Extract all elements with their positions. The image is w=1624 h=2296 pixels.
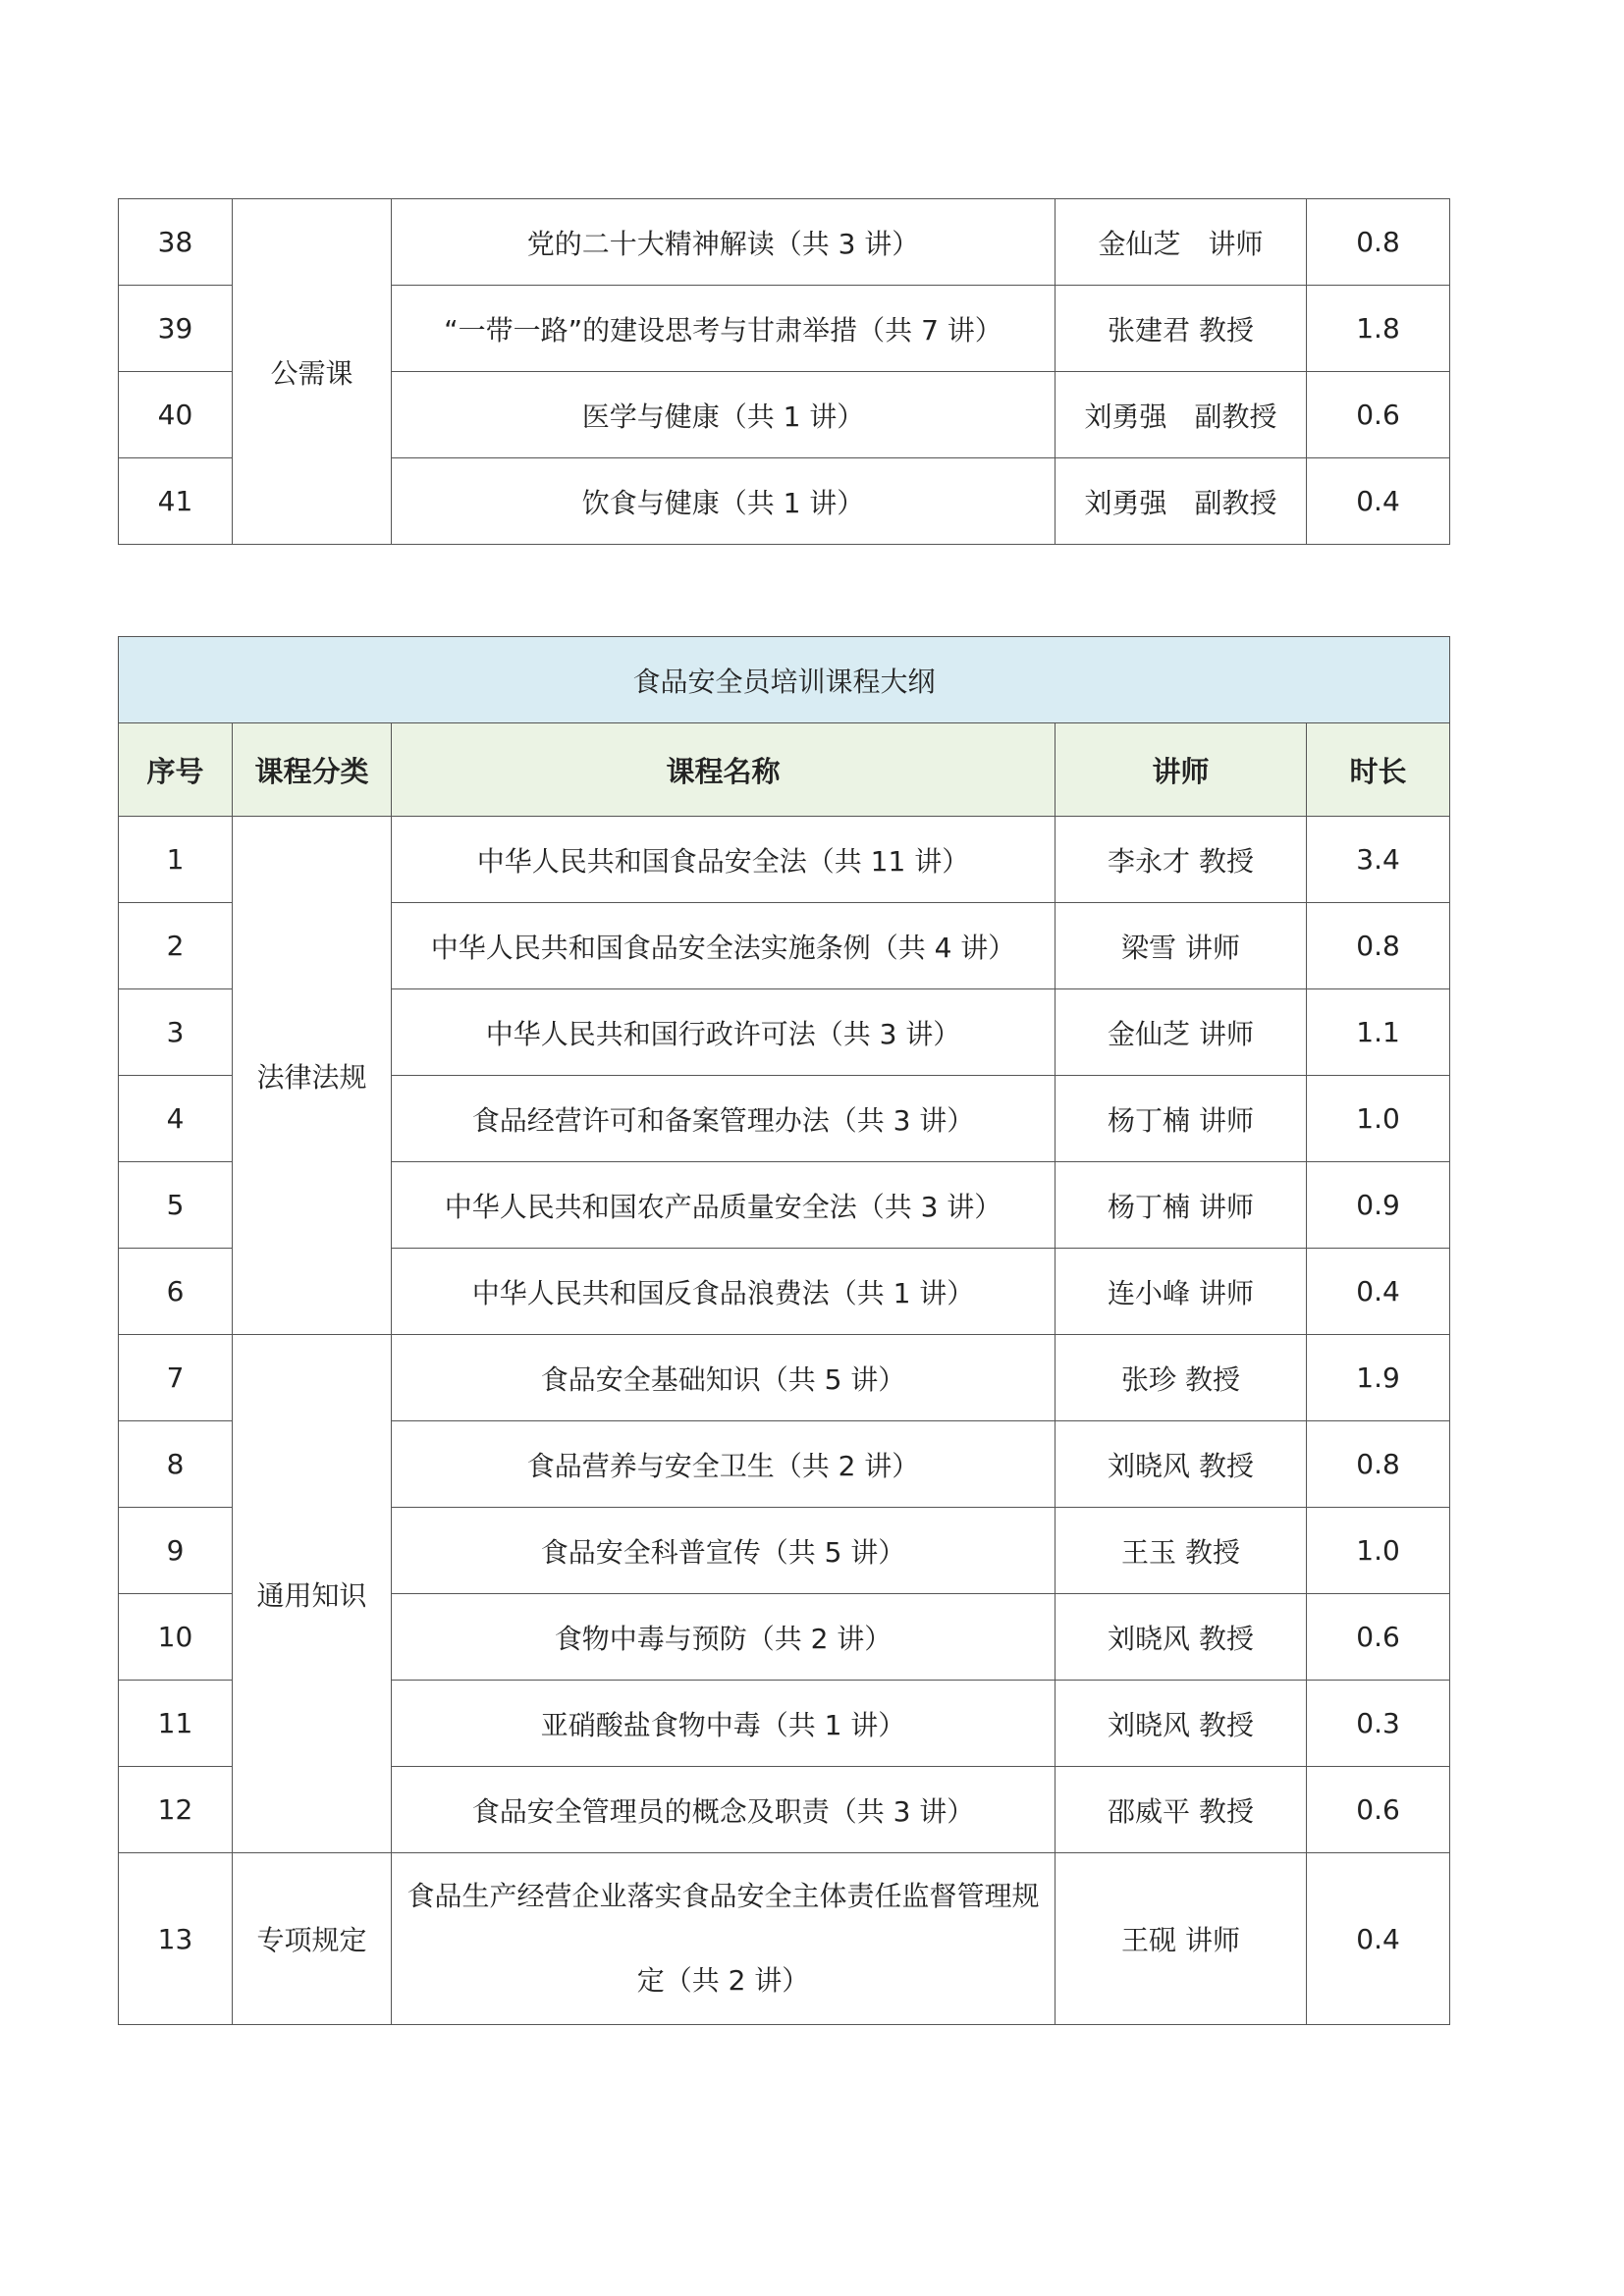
header-number: 序号	[119, 723, 233, 817]
course-name: 食物中毒与预防（共 2 讲）	[392, 1594, 1056, 1681]
table-row	[119, 1853, 1450, 2025]
course-name: 中华人民共和国行政许可法（共 3 讲）	[392, 989, 1056, 1076]
teacher: 梁雪 讲师	[1056, 903, 1307, 989]
teacher: 刘勇强 副教授	[1056, 372, 1307, 458]
duration: 1.8	[1307, 286, 1450, 372]
duration: 0.8	[1307, 1421, 1450, 1508]
course-name: 食品营养与安全卫生（共 2 讲）	[392, 1421, 1056, 1508]
teacher: 连小峰 讲师	[1056, 1249, 1307, 1335]
row-number: 7	[119, 1335, 233, 1421]
header-course-name: 课程名称	[392, 723, 1056, 817]
row-number: 13	[119, 1853, 233, 2025]
teacher: 金仙芝 讲师	[1056, 199, 1307, 286]
row-number: 1	[119, 817, 233, 903]
course-name: 党的二十大精神解读（共 3 讲）	[392, 199, 1056, 286]
table-row	[119, 817, 1450, 903]
teacher: 张珍 教授	[1056, 1335, 1307, 1421]
duration: 0.4	[1307, 1853, 1450, 2025]
row-number: 9	[119, 1508, 233, 1594]
table-title-row	[119, 637, 1450, 723]
duration: 0.6	[1307, 372, 1450, 458]
duration: 0.6	[1307, 1594, 1450, 1681]
row-number: 11	[119, 1681, 233, 1767]
course-category: 专项规定	[233, 1853, 392, 2025]
course-name: “一带一路”的建设思考与甘肃举措（共 7 讲）	[392, 286, 1056, 372]
course-name: 食品安全科普宣传（共 5 讲）	[392, 1508, 1056, 1594]
course-name: 中华人民共和国反食品浪费法（共 1 讲）	[392, 1249, 1056, 1335]
course-category: 公需课	[233, 199, 392, 545]
teacher: 杨丁楠 讲师	[1056, 1162, 1307, 1249]
row-number: 40	[119, 372, 233, 458]
row-number: 10	[119, 1594, 233, 1681]
table-title: 食品安全员培训课程大纲	[119, 637, 1450, 723]
teacher: 刘勇强 副教授	[1056, 458, 1307, 545]
teacher: 李永才 教授	[1056, 817, 1307, 903]
teacher: 张建君 教授	[1056, 286, 1307, 372]
course-name: 食品生产经营企业落实食品安全主体责任监督管理规定（共 2 讲）	[392, 1853, 1056, 2025]
row-number: 5	[119, 1162, 233, 1249]
teacher: 刘晓风 教授	[1056, 1681, 1307, 1767]
header-duration: 时长	[1307, 723, 1450, 817]
food-safety-syllabus-table	[118, 636, 1450, 2025]
duration: 1.0	[1307, 1076, 1450, 1162]
table-row	[119, 199, 1450, 286]
row-number: 3	[119, 989, 233, 1076]
teacher: 邵威平 教授	[1056, 1767, 1307, 1853]
duration: 3.4	[1307, 817, 1450, 903]
teacher: 刘晓风 教授	[1056, 1594, 1307, 1681]
duration: 1.0	[1307, 1508, 1450, 1594]
duration: 0.4	[1307, 458, 1450, 545]
row-number: 2	[119, 903, 233, 989]
row-number: 4	[119, 1076, 233, 1162]
teacher: 杨丁楠 讲师	[1056, 1076, 1307, 1162]
row-number: 12	[119, 1767, 233, 1853]
course-name: 医学与健康（共 1 讲）	[392, 372, 1056, 458]
teacher: 刘晓风 教授	[1056, 1421, 1307, 1508]
course-name: 中华人民共和国农产品质量安全法（共 3 讲）	[392, 1162, 1056, 1249]
course-name: 中华人民共和国食品安全法（共 11 讲）	[392, 817, 1056, 903]
duration: 0.8	[1307, 903, 1450, 989]
row-number: 39	[119, 286, 233, 372]
duration: 1.1	[1307, 989, 1450, 1076]
duration: 0.3	[1307, 1681, 1450, 1767]
duration: 1.9	[1307, 1335, 1450, 1421]
course-category: 通用知识	[233, 1335, 392, 1853]
table-row	[119, 1335, 1450, 1421]
header-teacher: 讲师	[1056, 723, 1307, 817]
row-number: 8	[119, 1421, 233, 1508]
course-name: 食品安全管理员的概念及职责（共 3 讲）	[392, 1767, 1056, 1853]
teacher: 王玉 教授	[1056, 1508, 1307, 1594]
course-category: 法律法规	[233, 817, 392, 1335]
teacher: 金仙芝 讲师	[1056, 989, 1307, 1076]
duration: 0.8	[1307, 199, 1450, 286]
duration: 0.4	[1307, 1249, 1450, 1335]
course-name: 食品经营许可和备案管理办法（共 3 讲）	[392, 1076, 1056, 1162]
course-name: 食品安全基础知识（共 5 讲）	[392, 1335, 1056, 1421]
row-number: 6	[119, 1249, 233, 1335]
duration: 0.9	[1307, 1162, 1450, 1249]
duration: 0.6	[1307, 1767, 1450, 1853]
teacher: 王砚 讲师	[1056, 1853, 1307, 2025]
public-course-table	[118, 198, 1450, 545]
header-category: 课程分类	[233, 723, 392, 817]
course-name: 中华人民共和国食品安全法实施条例（共 4 讲）	[392, 903, 1056, 989]
table-header-row	[119, 723, 1450, 817]
row-number: 38	[119, 199, 233, 286]
course-name: 饮食与健康（共 1 讲）	[392, 458, 1056, 545]
course-name: 亚硝酸盐食物中毒（共 1 讲）	[392, 1681, 1056, 1767]
row-number: 41	[119, 458, 233, 545]
